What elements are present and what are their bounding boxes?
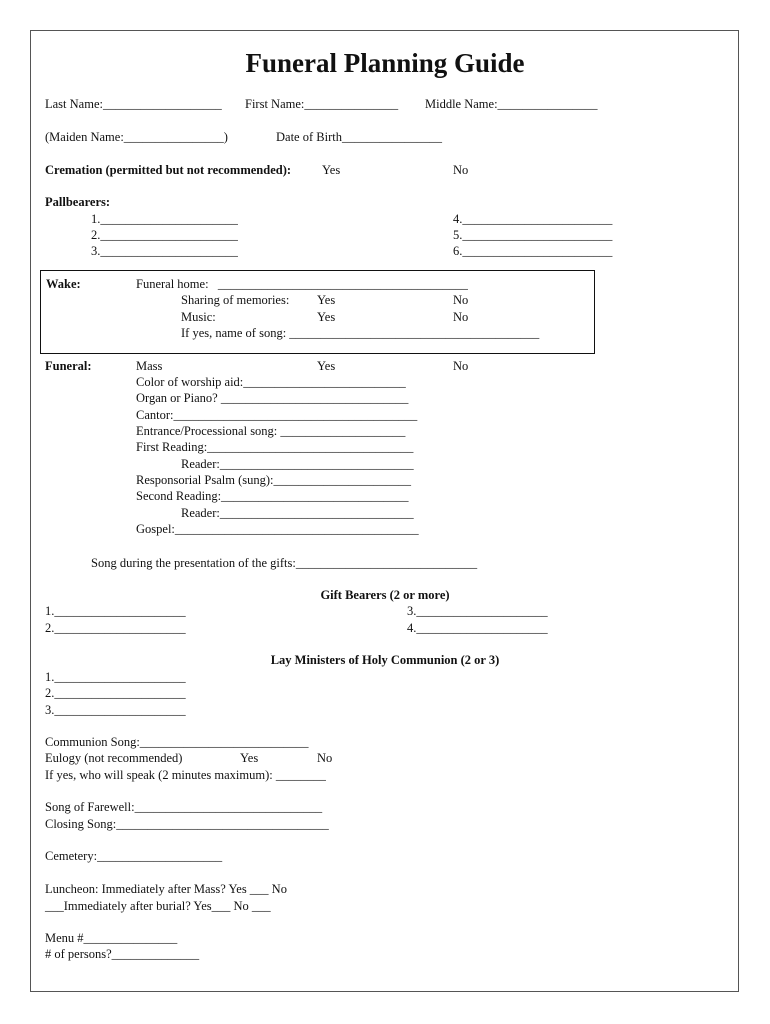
eulogy-yes-option[interactable]: Yes	[240, 751, 259, 765]
gifts-song-field[interactable]: Song during the presentation of the gifts:_____________________________	[91, 556, 478, 570]
gift-bearer-line[interactable]: 4._____________________	[407, 621, 548, 635]
pallbearer-line[interactable]: 3.______________________	[91, 244, 238, 258]
luncheon-mass-field[interactable]: Luncheon: Immediately after Mass? Yes ___ No	[45, 882, 287, 896]
cemetery-field[interactable]: Cemetery:____________________	[45, 849, 223, 863]
eulogy-label: Eulogy (not recommended)	[45, 751, 183, 765]
luncheon-burial-field[interactable]: ___Immediately after burial? Yes___ No ___	[45, 899, 271, 913]
pallbearer-line[interactable]: 2.______________________	[91, 228, 238, 242]
pallbearer-line[interactable]: 4.________________________	[453, 212, 613, 226]
page-title: Funeral Planning Guide	[245, 48, 525, 78]
lay-minister-line[interactable]: 2._____________________	[45, 686, 186, 700]
eulogy-no-option[interactable]: No	[317, 751, 333, 765]
wake-song-field[interactable]: If yes, name of song: ________________________________________	[181, 326, 540, 340]
mass-yes-option[interactable]: Yes	[317, 359, 336, 373]
first-reader-field[interactable]: Reader:_______________________________	[181, 457, 414, 471]
music-label: Music:	[181, 310, 216, 324]
sharing-yes-option[interactable]: Yes	[317, 293, 336, 307]
cremation-label: Cremation (permitted but not recommended):	[45, 163, 292, 177]
gift-bearer-line[interactable]: 1._____________________	[45, 604, 186, 618]
cremation-no-option[interactable]: No	[453, 163, 469, 177]
first-reading-field[interactable]: First Reading:_________________________________	[136, 440, 414, 454]
farewell-song-field[interactable]: Song of Farewell:______________________________	[45, 800, 323, 814]
cremation-yes-option[interactable]: Yes	[322, 163, 341, 177]
closing-song-field[interactable]: Closing Song:__________________________________	[45, 817, 329, 831]
psalm-field[interactable]: Responsorial Psalm (sung):______________________	[136, 473, 411, 487]
pallbearer-line[interactable]: 5.________________________	[453, 228, 613, 242]
communion-song-field[interactable]: Communion Song:___________________________	[45, 735, 309, 749]
organ-piano-field[interactable]: Organ or Piano? ______________________________	[136, 391, 409, 405]
gift-bearer-line[interactable]: 2._____________________	[45, 621, 186, 635]
gift-bearer-line[interactable]: 3._____________________	[407, 604, 548, 618]
second-reader-field[interactable]: Reader:_______________________________	[181, 506, 414, 520]
first-name-field[interactable]: First Name:_______________	[245, 97, 399, 111]
entrance-song-field[interactable]: Entrance/Processional song: ____________________	[136, 424, 406, 438]
gift-bearers-heading: Gift Bearers (2 or more)	[320, 588, 450, 602]
pallbearer-line[interactable]: 1.______________________	[91, 212, 238, 226]
music-no-option[interactable]: No	[453, 310, 469, 324]
wake-label: Wake:	[46, 277, 81, 291]
eulogy-speaker-field[interactable]: If yes, who will speak (2 minutes maximum): ________	[45, 768, 326, 782]
date-of-birth-field[interactable]: Date of Birth________________	[276, 130, 442, 144]
funeral-home-field[interactable]: Funeral home: ________________________________________	[136, 277, 468, 291]
pallbearer-line[interactable]: 6.________________________	[453, 244, 613, 258]
middle-name-field[interactable]: Middle Name:________________	[425, 97, 598, 111]
pallbearers-heading: Pallbearers:	[45, 195, 111, 209]
funeral-label: Funeral:	[45, 359, 92, 373]
music-yes-option[interactable]: Yes	[317, 310, 336, 324]
sharing-memories-label: Sharing of memories:	[181, 293, 290, 307]
persons-count-field[interactable]: # of persons?______________	[45, 947, 200, 961]
lay-minister-line[interactable]: 1._____________________	[45, 670, 186, 684]
mass-label: Mass	[136, 359, 163, 373]
second-reading-field[interactable]: Second Reading:______________________________	[136, 489, 409, 503]
maiden-name-field[interactable]: (Maiden Name:________________)	[45, 130, 228, 144]
worship-aid-color-field[interactable]: Color of worship aid:__________________________	[136, 375, 406, 389]
sharing-no-option[interactable]: No	[453, 293, 469, 307]
mass-no-option[interactable]: No	[453, 359, 469, 373]
cantor-field[interactable]: Cantor:_______________________________________	[136, 408, 418, 422]
menu-field[interactable]: Menu #_______________	[45, 931, 178, 945]
lay-ministers-heading: Lay Ministers of Holy Communion (2 or 3)	[270, 653, 500, 667]
gospel-field[interactable]: Gospel:_______________________________________	[136, 522, 419, 536]
last-name-field[interactable]: Last Name:___________________	[45, 97, 222, 111]
lay-minister-line[interactable]: 3._____________________	[45, 703, 186, 717]
